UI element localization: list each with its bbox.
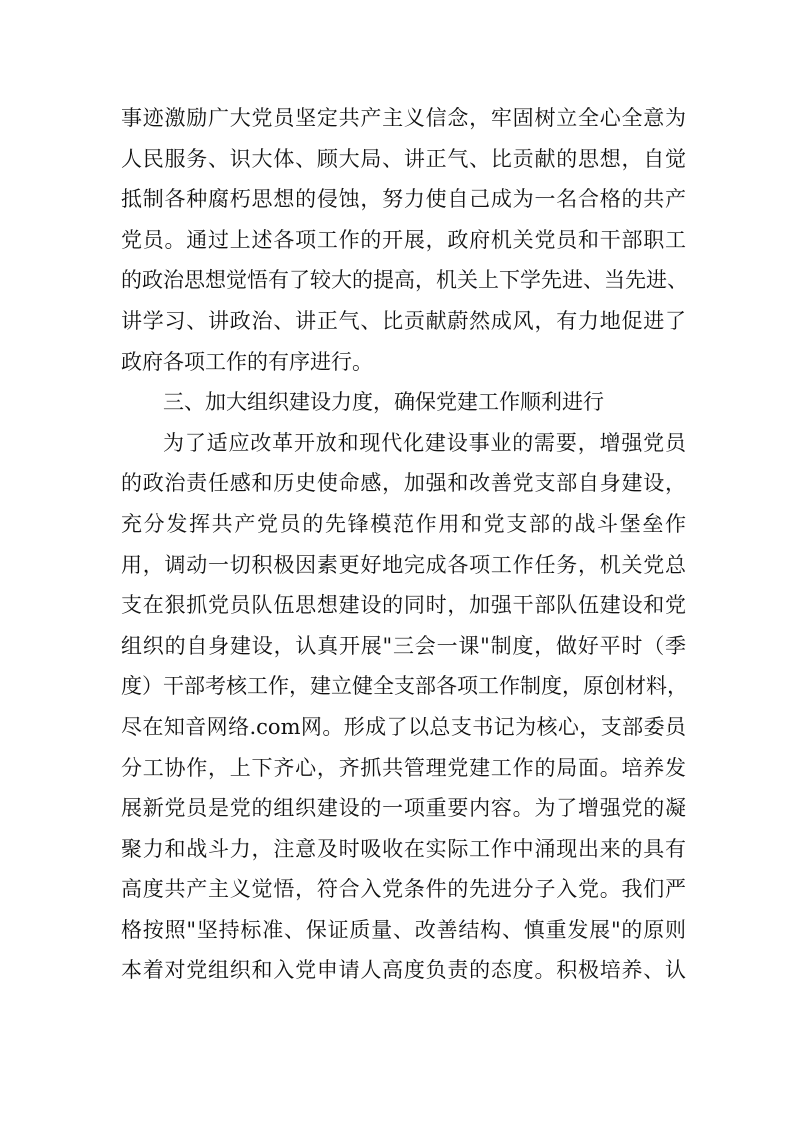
text-line: 展新党员是党的组织建设的一项重要内容。为了增强党的凝	[121, 796, 686, 821]
text-line: 尽在知音网络.com网。形成了以总支书记为核心，支部委员	[121, 714, 686, 739]
text-line: 格按照"坚持标准、保证质量、改善结构、慎重发展"的原则	[121, 917, 686, 942]
text-line: 组织的自身建设，认真开展"三会一课"制度，做好平时（季	[121, 633, 686, 658]
text-line: 高度共产主义觉悟，符合入党条件的先进分子入党。我们严	[121, 877, 686, 902]
text-line: 政府各项工作的有序进行。	[121, 349, 373, 374]
text-line: 抵制各种腐朽思想的侵蚀，努力使自己成为一名合格的共产	[121, 187, 686, 212]
text-line: 分工协作，上下齐心，齐抓共管理党建工作的局面。培养发	[121, 755, 686, 780]
text-line: 的政治思想觉悟有了较大的提高，机关上下学先进、当先进、	[121, 268, 688, 293]
text-line: 度）干部考核工作，建立健全支部各项工作制度，原创材料，	[121, 674, 688, 699]
text-line: 支在狠抓党员队伍思想建设的同时，加强干部队伍建设和党	[121, 593, 686, 618]
text-line: 充分发挥共产党员的先锋模范作用和党支部的战斗堡垒作	[121, 511, 686, 536]
text-line: 讲学习、讲政治、讲正气、比贡献蔚然成风，有力地促进了	[121, 308, 686, 333]
text-line: 聚力和战斗力，注意及时吸收在实际工作中涌现出来的具有	[121, 836, 686, 861]
text-line: 党员。通过上述各项工作的开展，政府机关党员和干部职工	[121, 227, 686, 252]
body-text	[121, 98, 686, 991]
section-heading: 三、加大组织建设力度，确保党建工作顺利进行	[163, 390, 604, 415]
text-line: 的政治责任感和历史使命感，加强和改善党支部自身建设，	[121, 471, 686, 496]
text-line: 事迹激励广大党员坚定共产主义信念，牢固树立全心全意为	[121, 106, 686, 130]
text-line: 人民服务、识大体、顾大局、讲正气、比贡献的思想，自觉	[121, 146, 686, 171]
text-line: 为了适应改革开放和现代化建设事业的需要，增强党员	[163, 430, 686, 455]
text-line: 本着对党组织和入党申请人高度负责的态度。积极培养、认	[121, 958, 686, 983]
text-line: 用，调动一切积极因素更好地完成各项工作任务，机关党总	[121, 552, 686, 577]
